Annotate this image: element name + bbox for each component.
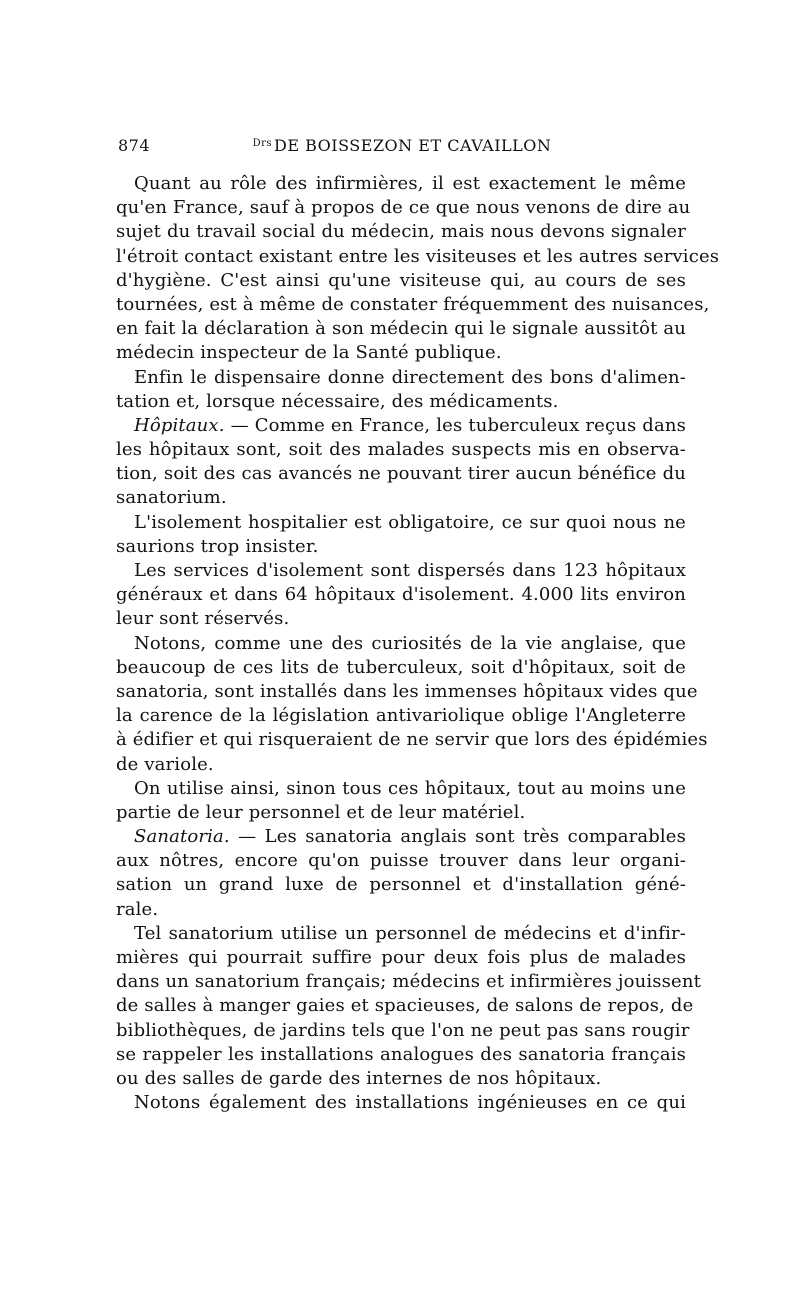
line-text: aux nôtres, encore qu'on puisse trouver dans leur organi- <box>116 850 686 872</box>
line-text: Notons également des installations ingénieuses en ce qui <box>134 1092 686 1114</box>
body-text <box>116 172 720 1115</box>
text-line <box>116 341 686 365</box>
line-text: de salles à manger gaies et spacieuses, de salons de repos, de <box>116 995 694 1017</box>
text-line <box>116 438 686 462</box>
line-text: sanatoria, sont installés dans les immenses hôpitaux vides que <box>116 680 698 702</box>
paragraph <box>116 777 686 825</box>
text-line <box>116 825 686 849</box>
line-text: sanatorium. <box>116 487 227 509</box>
text-line <box>116 583 686 607</box>
text-line <box>116 220 686 244</box>
text-line <box>116 849 686 873</box>
line-text: tation et, lorsque nécessaire, des médicaments. <box>116 390 559 412</box>
text-line <box>116 873 686 897</box>
text-line <box>116 607 686 631</box>
text-line <box>116 632 686 656</box>
line-text: On utilise ainsi, sinon tous ces hôpitaux, tout au moins une <box>134 777 686 799</box>
line-text: — Comme en France, les tuberculeux reçus dans <box>224 414 686 436</box>
line-text: sujet du travail social du médecin, mais nous devons signaler <box>116 221 686 243</box>
text-line <box>116 1043 686 1067</box>
line-text: rale. <box>116 898 159 920</box>
text-line <box>116 801 686 825</box>
text-line <box>116 196 691 220</box>
line-text: Enfin le dispensaire donne directement des bons d'alimen- <box>134 366 686 388</box>
text-line <box>116 728 708 752</box>
line-text: mières qui pourrait suffire pour deux fois plus de malades <box>116 947 686 968</box>
text-line <box>116 680 698 704</box>
text-line <box>116 511 686 535</box>
text-line <box>116 172 686 196</box>
text-line <box>116 245 720 269</box>
paragraph <box>116 414 686 511</box>
text-line <box>116 1091 686 1115</box>
line-text: Tel sanatorium utilise un personnel de médecins et d'infir- <box>134 922 686 944</box>
text-line <box>116 1067 686 1091</box>
paragraph <box>116 559 686 632</box>
text-line <box>116 366 686 390</box>
page-number: 874 <box>118 136 151 155</box>
line-text: partie de leur personnel et de leur matériel. <box>116 801 526 823</box>
text-line <box>116 777 686 801</box>
line-text: bibliothèques, de jardins tels que l'on ne peut pas sans rougir <box>116 1019 690 1041</box>
text-line <box>116 293 710 317</box>
section-heading: Sanatoria. <box>134 826 230 848</box>
line-text: ou des salles de garde des internes de nos hôpitaux. <box>116 1067 602 1089</box>
line-text: se rappeler les installations analogues des sanatoria français <box>116 1043 686 1065</box>
line-text: d'hygiène. C'est ainsi qu'une visiteuse qui, au cours de ses <box>116 269 686 291</box>
text-line <box>116 970 701 994</box>
text-line <box>116 269 686 293</box>
line-text: Les services d'isolement sont dispersés dans 123 hôpitaux <box>134 560 686 581</box>
text-line <box>116 946 686 970</box>
line-text: sation un grand luxe de personnel et d'installation géné- <box>116 874 686 896</box>
line-text: — Les sanatoria anglais sont très comparables <box>229 826 686 848</box>
running-title <box>118 136 686 155</box>
running-title-text: DE BOISSEZON ET CAVAILLON <box>274 136 552 155</box>
text-line <box>116 1019 690 1043</box>
text-line <box>116 656 686 680</box>
line-text: Notons, comme une des curiosités de la vie anglaise, que <box>134 632 686 654</box>
text-line <box>116 994 694 1018</box>
text-line <box>116 462 686 486</box>
line-text: leur sont réservés. <box>116 608 290 630</box>
line-text: Quant au rôle des infirmières, il est exactement le même <box>134 173 686 194</box>
paragraph <box>116 366 686 414</box>
line-text: l'étroit contact existant entre les visiteuses et les autres services <box>116 245 720 267</box>
text-line <box>116 898 686 922</box>
text-line <box>116 317 686 341</box>
line-text: médecin inspecteur de la Santé publique. <box>116 342 502 364</box>
line-text: tion, soit des cas avancés ne pouvant tirer aucun bénéfice du <box>116 463 686 485</box>
line-text: en fait la déclaration à son médecin qui le signale aussitôt au <box>116 318 686 340</box>
paragraph <box>116 172 720 366</box>
line-text: la carence de la législation antivariolique oblige l'Angleterre <box>116 705 686 727</box>
paragraph <box>116 825 686 922</box>
section-heading: Hôpitaux. <box>134 414 225 436</box>
line-text: qu'en France, sauf à propos de ce que nous venons de dire au <box>116 197 691 219</box>
line-text: tournées, est à même de constater fréquemment des nuisances, <box>116 293 710 315</box>
line-text: saurions trop insister. <box>116 535 319 557</box>
text-line <box>116 753 686 777</box>
text-line <box>116 414 686 438</box>
line-text: L'isolement hospitalier est obligatoire, ce sur quoi nous ne <box>134 511 686 533</box>
running-title-prefix: Drs <box>252 138 273 149</box>
line-text: beaucoup de ces lits de tuberculeux, soit d'hôpitaux, soit de <box>116 656 686 678</box>
text-line <box>116 535 686 559</box>
line-text: à édifier et qui risqueraient de ne servir que lors des épidémies <box>116 729 708 751</box>
text-line <box>116 486 686 510</box>
line-text: de variole. <box>116 753 214 775</box>
line-text: les hôpitaux sont, soit des malades suspects mis en observa- <box>116 439 686 461</box>
text-line <box>116 704 686 728</box>
line-text: dans un sanatorium français; médecins et infirmières jouissent <box>116 971 701 993</box>
paragraph <box>116 632 708 777</box>
text-line <box>116 922 686 946</box>
page-header <box>118 136 686 160</box>
text-line <box>116 559 686 583</box>
paragraph <box>116 922 701 1091</box>
paragraph <box>116 1091 686 1115</box>
line-text: généraux et dans 64 hôpitaux d'isolement. 4.000 lits environ <box>116 584 686 606</box>
text-line <box>116 390 686 414</box>
paragraph <box>116 511 686 559</box>
